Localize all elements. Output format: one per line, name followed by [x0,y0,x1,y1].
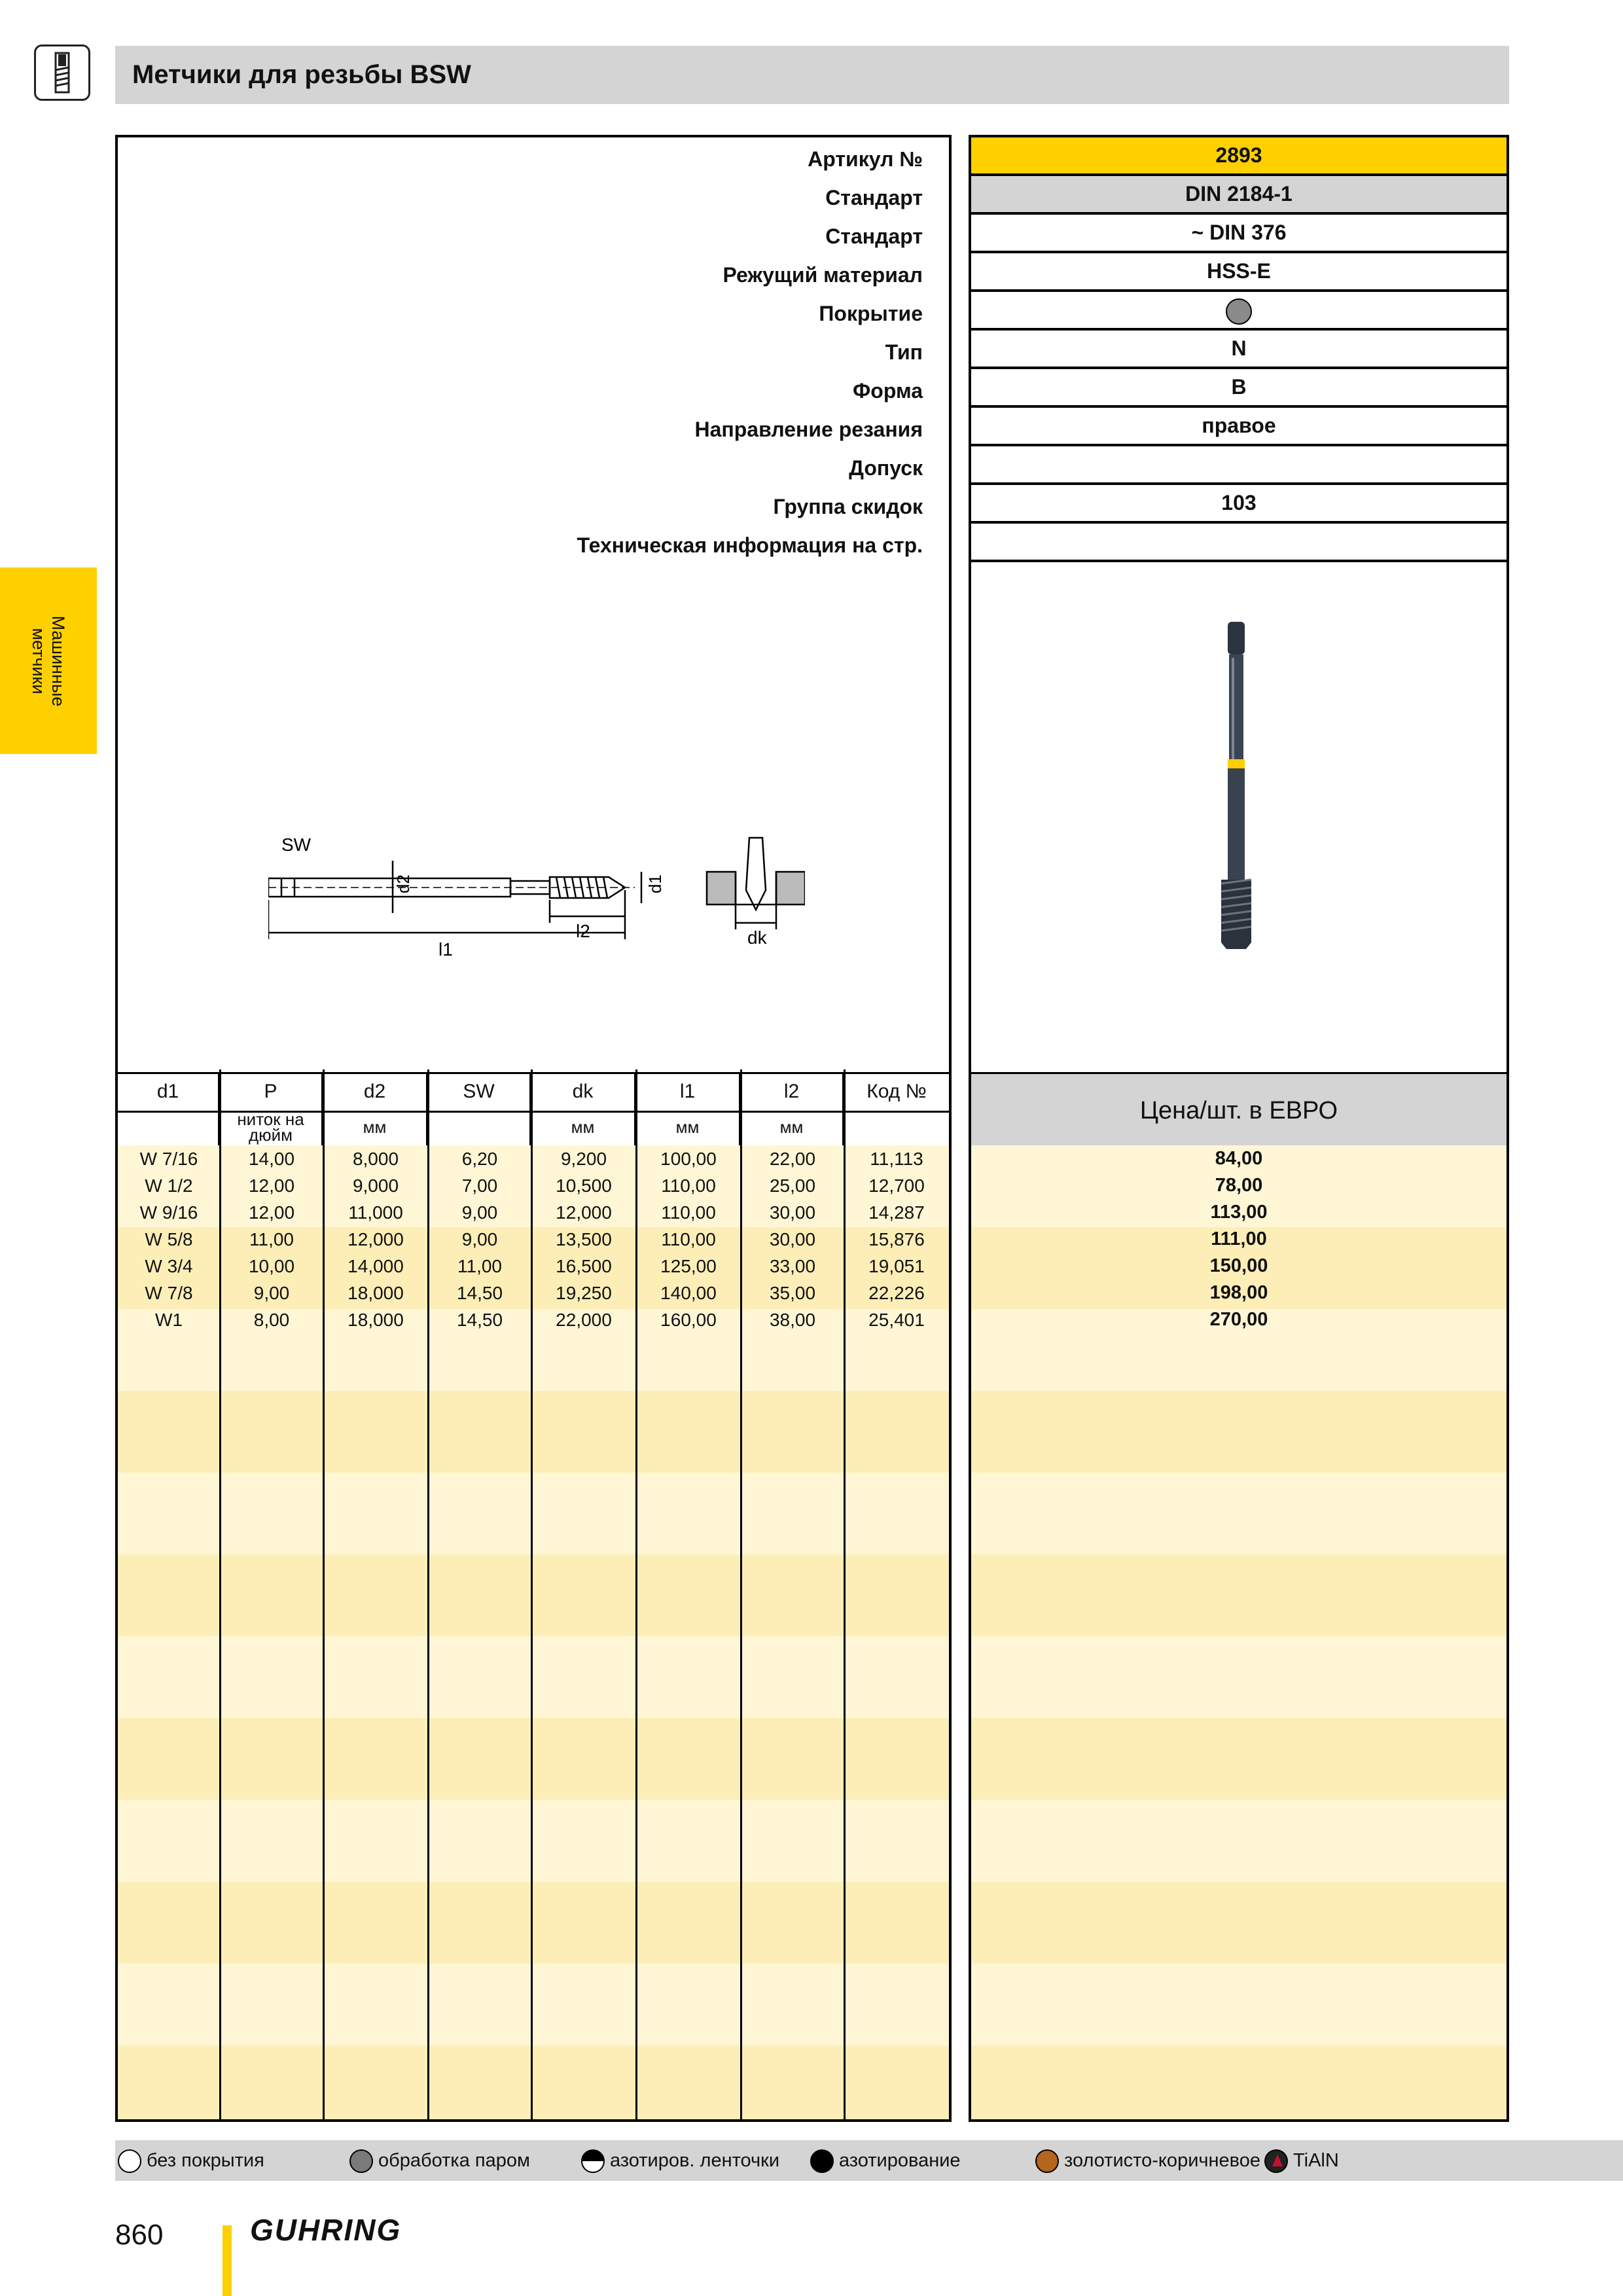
unit-l1: мм [636,1109,741,1145]
form-value: B [971,369,1507,408]
legend-item-tialn [1264,2140,1339,2181]
tolerance-value [971,446,1507,485]
label-sw: SW [281,834,312,855]
material-value: HSS-E [971,253,1507,292]
table-cell: 110,00 [661,1202,716,1223]
table-cell: 7,00 [461,1175,498,1196]
table-cell: 14,287 [868,1202,925,1223]
table-cell: 12,00 [248,1202,295,1223]
table-cell: 25,00 [769,1175,816,1196]
prop-label-standard-2: Стандарт [825,224,923,248]
table-cell: W 9/16 [139,1202,198,1223]
legend-item-nitrided [810,2140,961,2181]
table-cell: 18,000 [348,1283,404,1303]
prop-label-discount-group: Группа скидок [773,495,923,518]
table-cell: W 7/8 [145,1283,193,1303]
table-cell: 9,000 [352,1175,399,1196]
standard-2-value: ~ DIN 376 [971,215,1507,253]
table-band [118,1391,949,1473]
col-head-d2: d2 [323,1072,428,1111]
table-cell: 30,00 [769,1229,816,1249]
table-band [118,1718,949,1800]
price-cell: 84,00 [1215,1148,1263,1169]
tap-category-icon [34,45,90,101]
col-head-l2: l2 [741,1072,844,1111]
section-tab-line2: метчики [29,627,48,694]
table-cell: 14,000 [348,1256,404,1276]
price-cell: 113,00 [1210,1202,1268,1223]
type-value: N [971,331,1507,369]
section-tab[interactable] [0,567,97,754]
table-cell: 160,00 [660,1310,717,1330]
table-cell: 11,113 [870,1149,923,1169]
col-head-d1: d1 [118,1072,220,1111]
discount-group-value: 103 [971,485,1507,524]
prop-label-direction: Направление резания [694,418,923,441]
table-cell: W 7/16 [139,1149,198,1169]
table-cell: 8,000 [352,1149,399,1169]
legend-item-nitrided-lands [581,2140,779,2181]
price-cell: 150,00 [1209,1255,1268,1276]
price-cell: 78,00 [1215,1175,1263,1196]
table-band [971,1391,1507,1473]
table-cell: 30,00 [769,1202,816,1223]
table-band [118,1882,949,1964]
col-head-dk: dk [531,1072,636,1111]
unit-d2: мм [323,1109,428,1145]
legend-item-gold-brown [1035,2140,1260,2181]
table-band [118,2045,949,2119]
table-cell: 19,051 [868,1256,925,1276]
table-cell: 14,00 [248,1149,295,1169]
prop-label-article: Артикул № [808,147,923,171]
col-head-p: P [220,1072,323,1111]
section-tab-line1: Машинные [48,615,68,706]
unit-p: ниток на дюйм [220,1109,323,1145]
gold-brown-icon [1035,2149,1059,2173]
table-cell: 25,401 [868,1310,925,1330]
table-cell: W1 [155,1310,183,1330]
table-cell: 125,00 [660,1256,717,1276]
table-cell: 15,876 [868,1229,925,1249]
table-cell: 12,000 [348,1229,404,1249]
table-cell: 8,00 [253,1310,290,1330]
prop-label-standard: Стандарт [825,186,923,209]
standard-value: DIN 2184-1 [971,176,1507,215]
table-cell: 13,500 [556,1229,612,1249]
table-cell: 10,00 [248,1256,295,1276]
tech-info-value [971,524,1507,562]
legend-label: обработка паром [378,2150,530,2171]
uncoated-icon [118,2149,141,2173]
label-l2: l2 [576,921,590,941]
tap-product-image [1213,622,1259,949]
table-cell: 33,00 [769,1256,816,1276]
label-l1: l1 [438,939,453,960]
table-cell: 9,00 [253,1283,290,1303]
prop-label-form: Форма [852,379,923,403]
table-cell: 110,00 [661,1229,716,1249]
table-cell: 14,50 [456,1283,503,1303]
unit-dk: мм [531,1109,636,1145]
table-cell: W 3/4 [145,1256,193,1276]
coating-legend [115,2140,1623,2181]
prop-label-type: Тип [885,340,923,364]
legend-item-steam [349,2140,530,2181]
price-cell: 270,00 [1209,1309,1268,1330]
page-title: Метчики для резьбы BSW [132,60,471,89]
prop-label-coating: Покрытие [819,302,923,325]
table-cell: 12,000 [556,1202,612,1223]
unit-sw [428,1109,531,1145]
table-band [971,1882,1507,1964]
coating-value [971,292,1507,331]
table-cell: 110,00 [661,1175,716,1196]
nitrided-icon [810,2149,834,2173]
prop-label-tolerance: Допуск [849,456,923,480]
table-cell: 11,00 [457,1256,502,1276]
table-cell: 14,50 [456,1310,503,1330]
table-cell: 35,00 [769,1283,816,1303]
tialn-icon [1264,2149,1288,2173]
table-band [971,1718,1507,1800]
table-cell: 16,500 [556,1256,612,1276]
table-cell: 22,000 [556,1310,612,1330]
table-cell: 6,20 [461,1149,498,1169]
legend-label: азотирование [839,2150,961,2171]
table-cell: 11,000 [348,1202,403,1223]
coating-steam-icon [1226,298,1252,325]
prop-label-tech-info: Техническая информация на стр. [577,533,923,557]
unit-l2: мм [741,1109,844,1145]
steam-icon [349,2149,373,2173]
label-d1: d1 [645,874,665,893]
legend-label: золотисто-коричневое [1064,2150,1260,2171]
table-cell: 140,00 [660,1283,717,1303]
table-cell: 38,00 [769,1310,816,1330]
table-cell: 12,00 [248,1175,295,1196]
legend-label: азотиров. ленточки [610,2150,780,2171]
price-cell: 111,00 [1211,1229,1267,1249]
table-band [118,1554,949,1636]
table-cell: 19,250 [556,1283,612,1303]
table-cell: 22,226 [868,1283,925,1303]
footer-accent-bar [223,2225,232,2296]
section-tab-label [29,615,68,706]
table-cell: 10,500 [556,1175,612,1196]
table-cell: 100,00 [660,1149,717,1169]
table-cell: 12,700 [868,1175,925,1196]
nitrided-lands-icon [581,2149,605,2173]
table-cell: 22,00 [769,1149,816,1169]
table-cell: 11,00 [249,1229,294,1249]
prop-label-material: Режущий материал [722,263,923,287]
col-head-l1: l1 [636,1072,741,1111]
table-cell: 9,00 [461,1229,498,1249]
table-band [971,1554,1507,1636]
table-cell: W 5/8 [145,1229,193,1249]
brand-logo: GUHRING [250,2213,402,2247]
table-cell: 18,000 [348,1310,404,1330]
header-bar [115,46,1509,104]
legend-item-uncoated [118,2140,264,2181]
label-d2: d2 [393,874,413,893]
label-dk: dk [747,927,767,948]
table-cell: W 1/2 [145,1175,193,1196]
article-value: 2893 [971,137,1507,176]
legend-label: TiAlN [1293,2150,1339,2171]
table-cell: 9,00 [461,1202,498,1223]
price-header: Цена/шт. в ЕВРО [971,1074,1507,1148]
legend-label: без покрытия [147,2150,264,2171]
page-number: 860 [115,2219,164,2251]
unit-d1 [118,1109,220,1145]
tap-dimension-drawing [268,825,805,995]
table-cell: 9,200 [560,1149,607,1169]
col-head-sw: SW [428,1072,531,1111]
direction-value: правое [971,408,1507,446]
col-head-code: Код № [866,1081,927,1102]
unit-code [844,1109,949,1145]
price-cell: 198,00 [1209,1282,1268,1303]
table-band [971,2045,1507,2119]
